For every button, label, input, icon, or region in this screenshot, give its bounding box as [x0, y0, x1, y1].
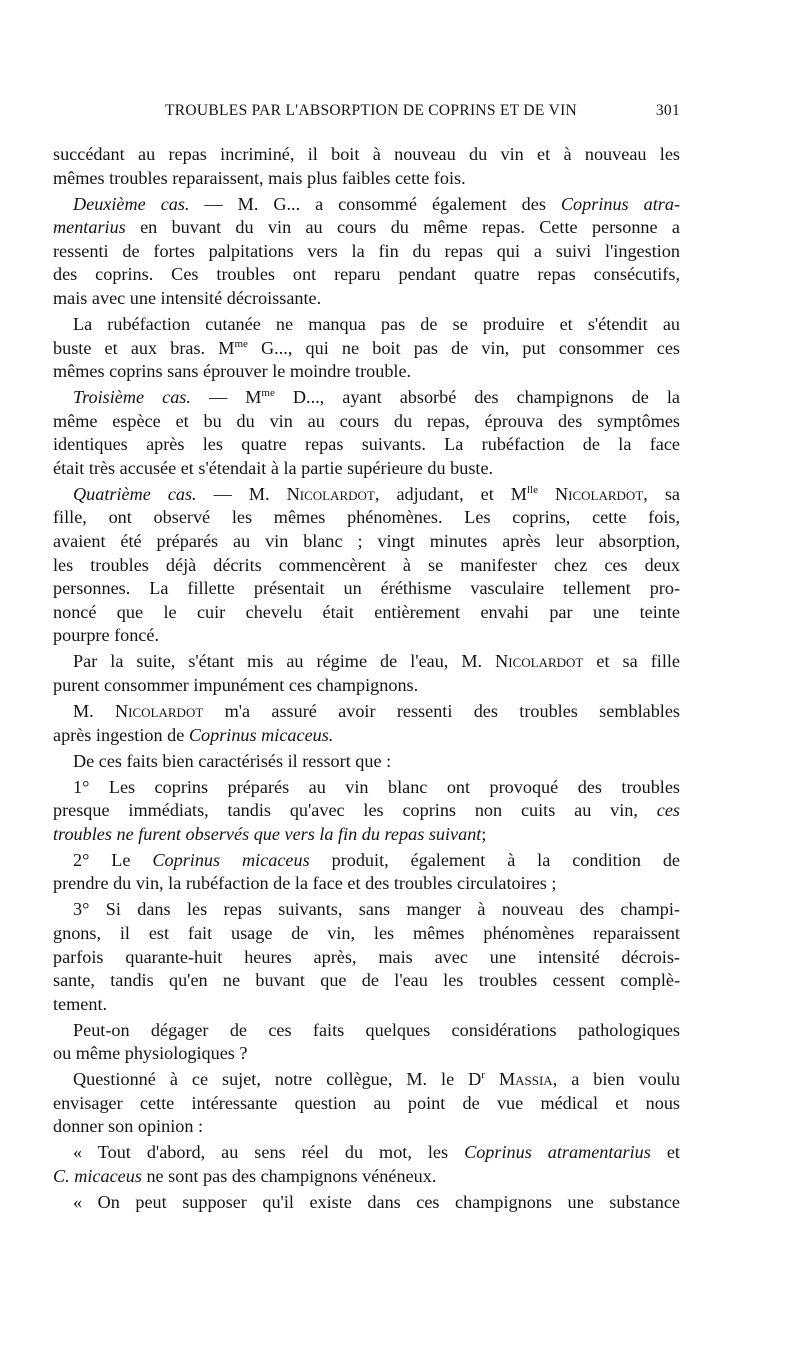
paragraph — [53, 1141, 680, 1188]
text-line: ressenti de fortes palpitations vers la fin du repas qui a suivi l'ingestion — [53, 240, 680, 261]
small-caps-name: Nicolardot — [495, 651, 584, 672]
text-line: même espèce et bu du vin au cours du repas, éprouva des symptômes — [53, 410, 680, 431]
text-line: avaient été préparés au vin blanc ; vingt minutes après leur absorption, — [53, 531, 680, 552]
text-line: était très accusée et s'étendait à la partie supérieure du buste. — [53, 457, 494, 478]
running-title: TROUBLES PAR L'ABSORPTION DE COPRINS ET DE VIN — [165, 102, 578, 119]
superscript-abbrev: r — [481, 1069, 485, 1082]
text-line: parfois quarante-huit heures après, mais avec une intensité décrois- — [53, 946, 680, 967]
text-line: fille, ont observé les mêmes phénomènes. Les coprins, cette fois, — [53, 507, 680, 528]
text-line: succédant au repas incriminé, il boit à nouveau du vin et à nouveau les — [53, 144, 680, 164]
paragraph — [53, 650, 680, 697]
text-line: prendre du vin, la rubéfaction de la face et des troubles circulatoires ; — [53, 873, 557, 894]
text-line: Quatrième cas. — M. Nicolardot, adjudant, et $M^{lle}$ Nicolardot, sa — [73, 483, 680, 504]
text-line: identiques après les quatre repas suivants. La rubéfaction de la face — [53, 434, 680, 455]
text-line: « On peut supposer qu'il existe dans ces champignons une substance — [73, 1192, 680, 1212]
italic-text: C. micaceus — [53, 1166, 142, 1187]
text-line: envisager cette intéressante question au point de vue médical et nous — [53, 1092, 680, 1113]
text-line: Questionné à ce sujet, notre collègue, M. le $D^r$ Massia, a bien voulu — [73, 1069, 680, 1090]
text-line: presque immédiats, tandis qu'avec les coprins non cuits au vin, ces — [53, 800, 680, 821]
small-caps-name: Massia — [498, 1069, 553, 1090]
text-line: ou même physiologiques ? — [53, 1043, 248, 1064]
text-line: les troubles déjà décrits commencèrent à se manifester chez ces deux — [53, 554, 680, 575]
italic-text: ces — [656, 800, 680, 821]
italic-text: Coprinus atramentarius — [464, 1142, 651, 1163]
italic-text: Deuxième cas. — [73, 193, 190, 214]
text-line: Peut-on dégager de ces faits quelques considérations pathologiques — [73, 1019, 680, 1040]
small-caps-name: Nicolardot — [115, 701, 204, 721]
text-line: mentarius en buvant du vin au cours du même repas. Cette personne a — [53, 217, 680, 238]
paragraph — [53, 193, 680, 311]
text-line: donner son opinion : — [53, 1116, 204, 1137]
italic-text: Troisième cas. — [73, 387, 191, 408]
paragraph — [53, 483, 680, 648]
italic-text: Coprinus micaceus — [152, 849, 310, 870]
text-line: 2° Le Coprinus micaceus produit, également à la condition de — [73, 849, 680, 870]
text-line: pourpre foncé. — [53, 625, 160, 646]
text-line: Troisième cas. — $M^{me}$ D..., ayant absorbé des champignons de la — [73, 387, 680, 408]
text-line: mêmes coprins sans éprouver le moindre trouble. — [53, 361, 412, 382]
paragraph — [53, 386, 680, 480]
text-line: « Tout d'abord, au sens réel du mot, les Coprinus atramentarius et — [73, 1142, 680, 1163]
italic-text: Coprinus atra- — [560, 193, 680, 214]
page-number: 301 — [655, 102, 680, 119]
italic-text: Coprinus micaceus. — [188, 724, 334, 745]
paragraph — [53, 1019, 680, 1066]
text-line: La rubéfaction cutanée ne manqua pas de se produire et s'étendit au — [73, 313, 680, 334]
small-caps-name: Nicolardot — [286, 483, 375, 504]
small-caps-name: Nicolardot — [555, 483, 644, 504]
text-line: tement. — [53, 993, 108, 1014]
paragraph — [53, 776, 680, 847]
text-line: 3° Si dans les repas suivants, sans manger à nouveau des champi- — [73, 899, 680, 920]
text-line: sante, tandis qu'en ne buvant que de l'eau les troubles cessent complè- — [53, 970, 680, 991]
text-line: mêmes troubles reparaissent, mais plus faibles cette fois. — [53, 167, 466, 188]
paragraph — [53, 700, 680, 747]
text-line: mais avec une intensité décroissante. — [53, 287, 322, 308]
italic-text: Quatrième cas. — [73, 483, 197, 504]
superscript-abbrev: me — [234, 337, 248, 350]
text-line: C. micaceus ne sont pas des champignons vénéneux. — [53, 1166, 437, 1187]
italic-text: troubles ne furent observés que vers la fin du repas suivant — [53, 823, 482, 844]
text-line: noncé que le cuir chevelu était entièrement envahi par une teinte — [53, 601, 680, 622]
paragraph — [53, 313, 680, 384]
text-line: après ingestion de Coprinus micaceus. — [53, 724, 334, 745]
text-line: personnes. La fillette présentait un éréthisme vasculaire tellement pro- — [53, 578, 680, 599]
paragraph — [53, 1191, 680, 1215]
text-line: De ces faits bien caractérisés il ressort que : — [73, 750, 392, 771]
paragraph — [53, 1068, 680, 1139]
text-line: purent consommer impunément ces champignons. — [53, 675, 419, 696]
text-line: Deuxième cas. — M. G... a consommé également des Coprinus atra- — [73, 193, 680, 214]
paragraph — [53, 750, 680, 774]
text-line: Par la suite, s'étant mis au régime de l'eau, M. Nicolardot et sa fille — [73, 651, 680, 672]
text-line: M. Nicolardot m'a assuré avoir ressenti des troubles semblables — [73, 701, 680, 721]
text-line: 1° Les coprins préparés au vin blanc ont provoqué des troubles — [73, 776, 680, 797]
superscript-abbrev: me — [261, 387, 275, 400]
paragraph — [53, 849, 680, 896]
body-text — [53, 143, 680, 1217]
paragraph — [53, 143, 680, 190]
text-line: troubles ne furent observés que vers la fin du repas suivant; — [53, 823, 487, 844]
text-line: gnons, il est fait usage de vin, les mêmes phénomènes reparaissent — [53, 922, 680, 943]
text-line: buste et aux bras. $M^{me}$ G..., qui ne boit pas de vin, put consommer ces — [53, 337, 680, 358]
italic-text: mentarius — [53, 217, 126, 238]
superscript-abbrev: lle — [526, 483, 538, 496]
paragraph — [53, 898, 680, 1016]
paragraph-gap — [53, 1215, 680, 1217]
text-line: des coprins. Ces troubles ont reparu pendant quatre repas consécutifs, — [53, 264, 680, 285]
